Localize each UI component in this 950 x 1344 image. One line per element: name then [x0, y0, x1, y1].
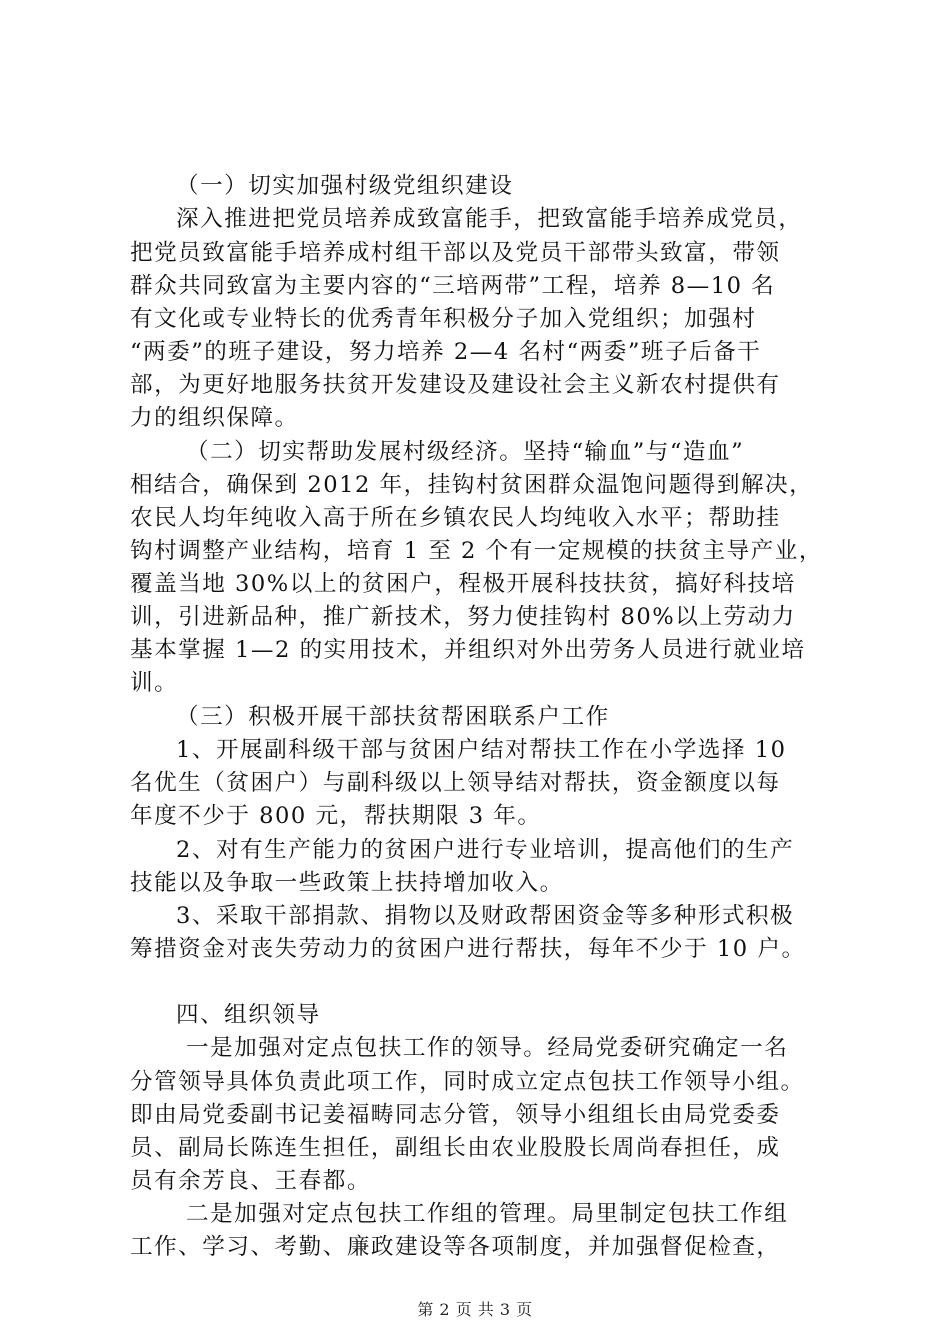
paragraph-line: 基本掌握 1—2 的实用技术，并组织对外出劳务人员进行就业培 — [130, 637, 806, 663]
paragraph-line: 群众共同致富为主要内容的“三培两带”工程，培养 8—10 名 — [130, 273, 776, 299]
paragraph-line: 钩村调整产业结构，培育 1 至 2 个有一定规模的扶贫主导产业， — [130, 538, 823, 564]
paragraph-line: 一是加强对定点包扶工作的领导。经局党委研究确定一名 — [186, 1035, 789, 1061]
paragraph-line: 深入推进把党员培养成致富能手，把致富能手培养成党员， — [176, 206, 803, 232]
paragraph-line: 训，引进新品种，推广新技术，努力使挂钩村 80%以上劳动力 — [130, 604, 796, 630]
heading-1: （一）切实加强村级党组织建设 — [176, 173, 514, 199]
paragraph-line: 名优生（贫困户）与副科级以上领导结对帮扶，资金额度以每 — [130, 770, 781, 796]
page-footer: 第 2 页 共 3 页 — [417, 1300, 533, 1319]
paragraph-line: 年度不少于 800 元，帮扶期限 3 年。 — [130, 803, 542, 829]
paragraph-line: “两委”的班子建设，努力培养 2—4 名村“两委”班子后备干 — [130, 339, 762, 365]
heading-3: （三）积极开展干部扶贫帮困联系户工作 — [176, 704, 610, 730]
paragraph-line: 员有余芳良、王春都。 — [130, 1168, 371, 1194]
heading-2: （二）切实帮助发展村级经济。坚持“输血”与“造血” — [186, 439, 745, 465]
section-heading: 四、组织领导 — [176, 1002, 321, 1028]
paragraph-line: 二是加强对定点包扶工作组的管理。局里制定包扶工作组 — [186, 1201, 789, 1227]
paragraph-line: 农民人均年纯收入高于所在乡镇农民人均纯收入水平；帮助挂 — [130, 505, 781, 531]
paragraph-line: 1、开展副科级干部与贫困户结对帮扶工作在小学选择 10 — [176, 737, 787, 763]
paragraph-line: 有文化或专业特长的优秀青年积极分子加入党组织；加强村 — [130, 306, 757, 332]
paragraph-line: 工作、学习、考勤、廉政建设等各项制度，并加强督促检查， — [130, 1234, 781, 1260]
paragraph-line: 力的组织保障。 — [130, 405, 299, 431]
paragraph-line: 相结合，确保到 2012 年，挂钩村贫困群众温饱问题得到解决， — [130, 472, 814, 498]
paragraph-line: 覆盖当地 30%以上的贫困户，程极开展科技扶贫，搞好科技培 — [130, 571, 796, 597]
paragraph-line: 即由局党委副书记姜福畴同志分管，领导小组组长由局党委委 — [130, 1102, 781, 1128]
paragraph-line: 2、对有生产能力的贫困户进行专业培训，提高他们的生产 — [176, 837, 795, 863]
paragraph-line: 筹措资金对丧失劳动力的贫困户进行帮扶，每年不少于 10 户。 — [130, 936, 806, 962]
paragraph-line: 分管领导具体负责此项工作，同时成立定点包扶工作领导小组。 — [130, 1069, 805, 1095]
paragraph-line: 技能以及争取一些政策上扶持增加收入。 — [130, 870, 564, 896]
paragraph-line: 训。 — [130, 670, 179, 696]
paragraph-line: 员、副局长陈连生担任，副组长由农业股股长周尚春担任，成 — [130, 1135, 781, 1161]
paragraph-line: 把党员致富能手培养成村组干部以及党员干部带头致富，带领 — [130, 240, 781, 266]
paragraph-line: 部，为更好地服务扶贫开发建设及建设社会主义新农村提供有 — [130, 372, 781, 398]
paragraph-line: 3、采取干部捐款、捐物以及财政帮困资金等多种形式积极 — [176, 903, 795, 929]
